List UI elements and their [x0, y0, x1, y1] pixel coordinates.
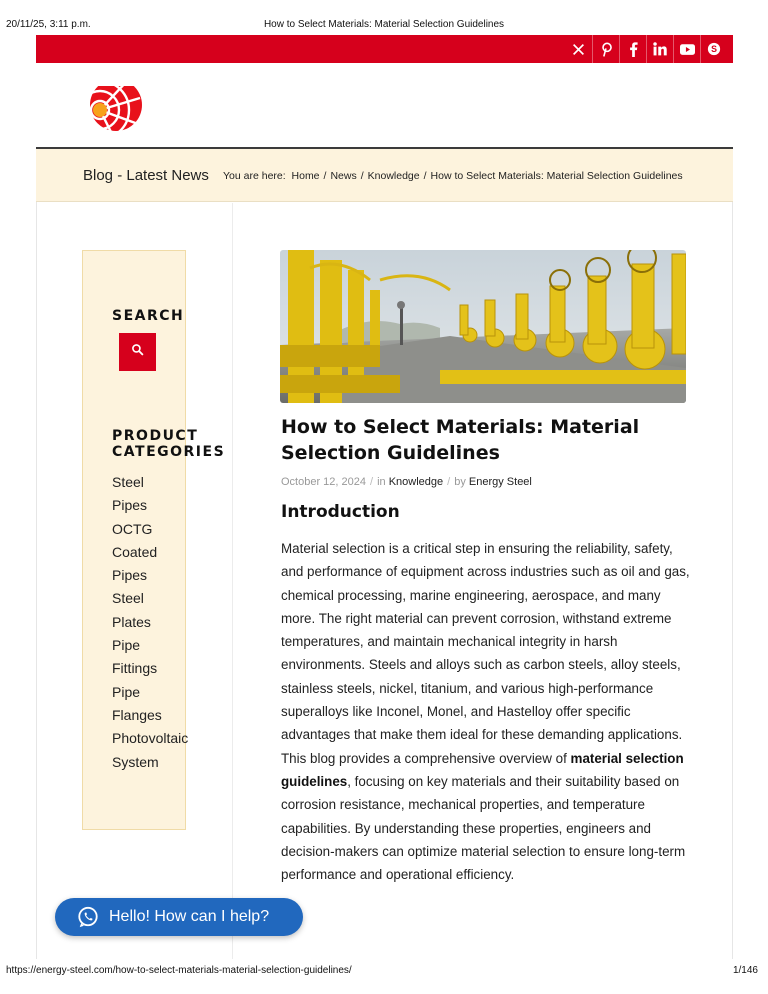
category-link[interactable]: Plates — [112, 613, 151, 630]
pinterest-icon[interactable] — [592, 35, 619, 63]
breadcrumb-separator: / — [360, 170, 364, 182]
breadcrumb — [223, 170, 683, 182]
breadcrumb-prefix: You are here: — [223, 170, 286, 182]
category-list — [112, 471, 188, 774]
logo-area — [36, 63, 733, 148]
category-link[interactable]: Steel — [112, 590, 144, 607]
top-social-bar — [36, 35, 733, 63]
post-body — [281, 537, 691, 886]
meta-by-label: by — [454, 476, 466, 488]
post-date: October 12, 2024 — [281, 476, 367, 488]
whatsapp-chat-button[interactable] — [55, 898, 303, 936]
category-link[interactable]: Photovoltaic — [112, 730, 189, 747]
search-button[interactable] — [119, 333, 156, 371]
whatsapp-icon — [77, 906, 99, 928]
featured-image[interactable] — [280, 250, 686, 403]
breadcrumb-separator: / — [423, 170, 427, 182]
post-title: How to Select Materials: Material Selection Guidelines — [281, 416, 640, 464]
chat-label: Hello! How can I help? — [109, 908, 270, 925]
categories-title-line: CATEGORIES — [112, 444, 226, 460]
site-logo[interactable] — [84, 76, 142, 134]
print-header — [0, 0, 768, 30]
breadcrumb-news[interactable]: News — [330, 170, 357, 182]
skype-icon[interactable] — [700, 35, 727, 63]
category-link[interactable]: Fittings — [112, 660, 158, 677]
category-link[interactable]: System — [112, 753, 159, 770]
category-link[interactable]: Pipe — [112, 683, 141, 700]
blog-heading[interactable]: Blog - Latest News — [83, 167, 209, 184]
breadcrumb-separator: / — [323, 170, 327, 182]
section-heading: Introduction — [281, 502, 400, 522]
category-link[interactable]: Flanges — [112, 706, 162, 723]
meta-in-label: in — [377, 476, 386, 488]
title-breadcrumb-bar — [36, 147, 733, 202]
categories-widget-title — [112, 428, 225, 460]
print-title: How to Select Materials: Material Selection Guidelines — [263, 19, 505, 30]
post-meta: October 12, 2024 / in Knowledge / by Energy Steel — [281, 476, 532, 488]
social-links — [565, 35, 727, 63]
category-link[interactable]: OCTG — [112, 520, 153, 537]
category-link[interactable]: Pipes — [112, 567, 148, 584]
category-link[interactable]: Steel — [112, 474, 144, 490]
print-datetime: 20/11/25, 3:11 p.m. — [6, 19, 91, 30]
linkedin-icon[interactable] — [646, 35, 673, 63]
post-author-link[interactable]: Energy Steel — [468, 476, 532, 488]
x-icon[interactable] — [565, 35, 592, 63]
categories-title-line: PRODUCT — [112, 428, 199, 444]
body-text-part: Material selection is a critical step in ensuring the reliability, safety, and performance of equipment across industries such as oil and gas, chemical processing, marine engineering, aerospace, and many more. The right material can prevent corrosion, withstand extreme temperatures, and maintain mechanical integrity in harsh environments. Steels and alloys such as carbon steels, alloy steels, stainless steels, nickel, titanium, and various high-performance superalloys like Inconel, Monel, and Hastelloy offer specific advantages that make them ideal for these demanding applications. This blog provides a comprehensive overview of — [281, 541, 690, 766]
search-widget-title: SEARCH — [112, 308, 185, 324]
search-icon — [131, 343, 144, 361]
body-text-part: , focusing on key materials and their suitability based on corrosion resistance, mechanical properties, and temperature capabilities. By understanding these properties, engineers and decision-makers can optimize material selection to ensure long-term performance and operational efficiency. — [281, 773, 686, 883]
body-bold-text: material selection guidelines — [281, 750, 684, 789]
youtube-icon[interactable] — [673, 35, 700, 63]
facebook-icon[interactable] — [619, 35, 646, 63]
breadcrumb-knowledge[interactable]: Knowledge — [367, 170, 420, 182]
print-url: https://energy-steel.com/how-to-select-materials-material-selection-guidelines/ — [6, 965, 352, 976]
breadcrumb-current: How to Select Materials: Material Selection Guidelines — [430, 170, 683, 182]
print-page-number: 1/146 — [732, 965, 758, 976]
category-link[interactable]: Pipe — [112, 637, 141, 654]
breadcrumb-home[interactable]: Home — [291, 170, 320, 182]
sidebar-divider — [232, 203, 233, 959]
category-link[interactable]: Pipes — [112, 497, 148, 514]
category-link[interactable]: Coated — [112, 543, 158, 560]
post-category-link[interactable]: Knowledge — [388, 476, 444, 488]
svg-text:S: S — [711, 43, 717, 54]
